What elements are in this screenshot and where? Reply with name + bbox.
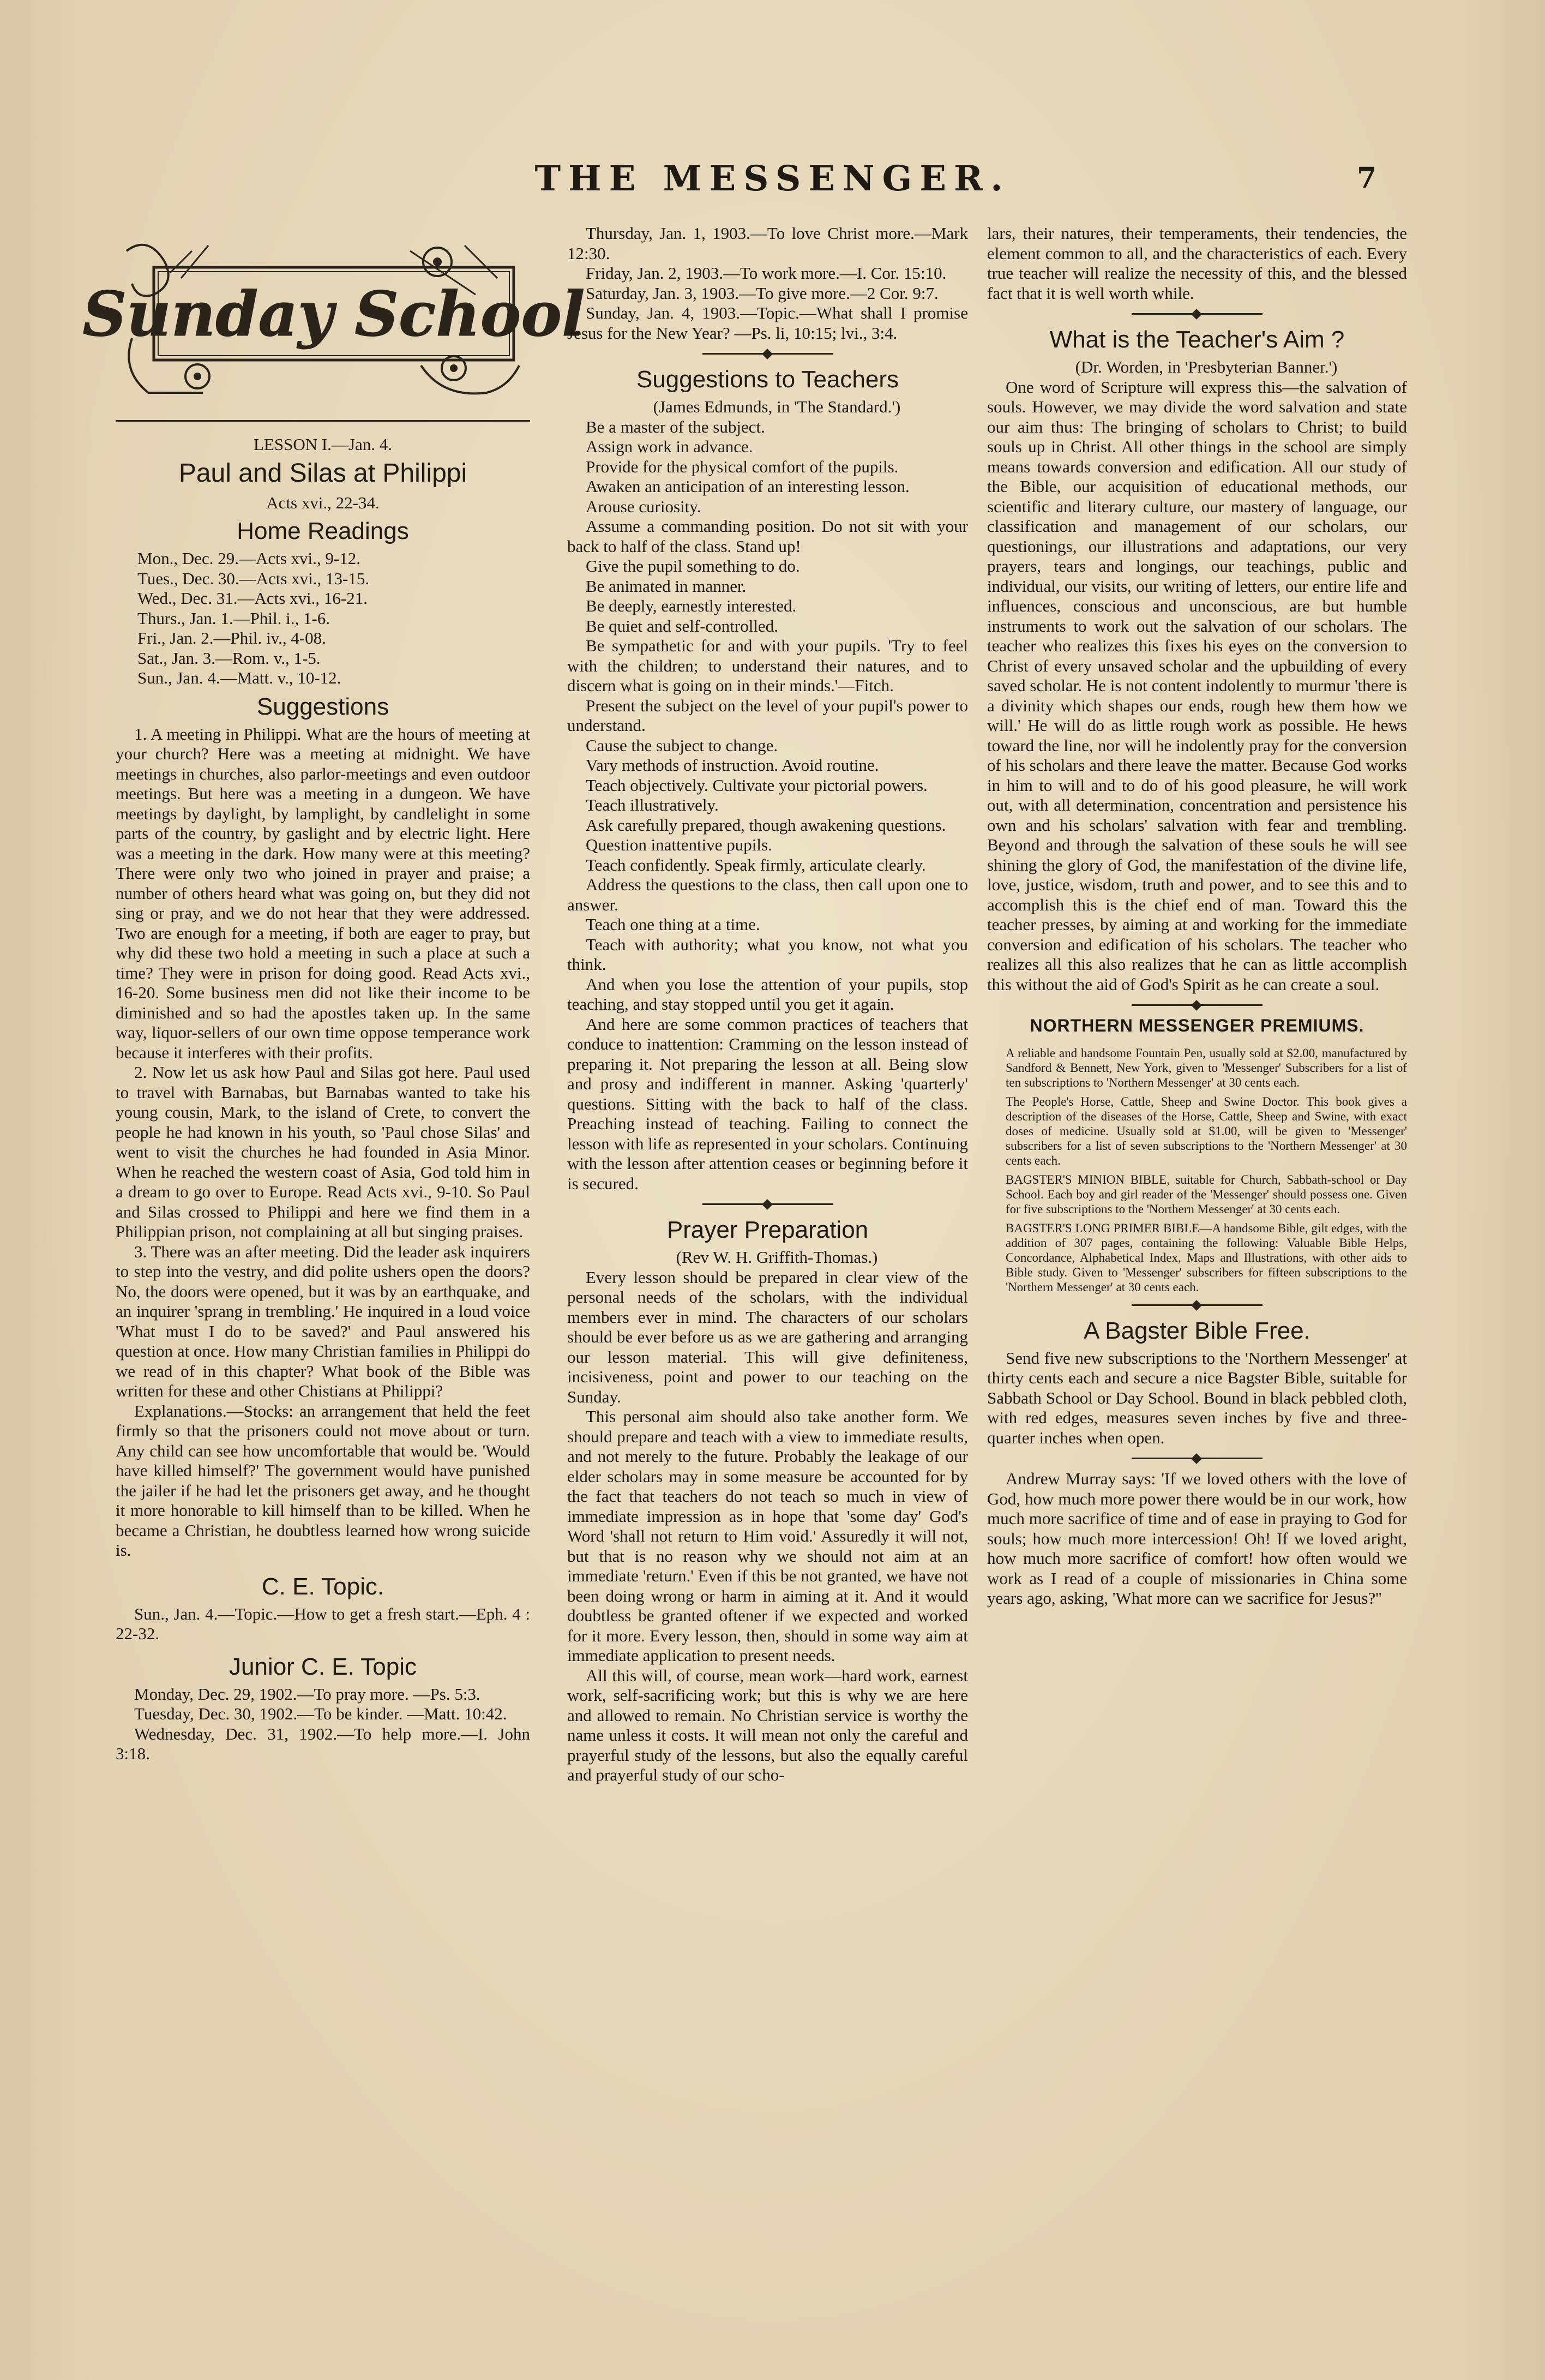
list-item: Arouse curiosity. — [586, 496, 701, 516]
paragraph: 3. There was an after meeting. Did the leader ask inquirers to step into the vestry, and did polite ushers open the doors? No, the doors were opened, but it was by an earthquake, and an inquirer 'sprang in trembling.' He inquired in a loud voice 'What must I do to be saved?' and Paul answered his question at once. How many Christian families in Philippi do we read of in this chapter? What book of the Bible was written for these and other Chistians at Philippi? — [116, 1242, 530, 1400]
byline: (Rev W. H. Griffith-Thomas.) — [676, 1248, 878, 1267]
list-item: Sun., Jan. 4.—Matt. v., 10-12. — [137, 668, 341, 687]
paragraph: Sun., Jan. 4.—Topic.—How to get a fresh start.—Eph. 4 : 22-32. — [116, 1604, 530, 1643]
list-item: Tues., Dec. 30.—Acts xvi., 13-15. — [137, 568, 370, 588]
list-item: Question inattentive pupils. — [586, 835, 772, 854]
lesson-title: Paul and Silas at Philippi — [178, 458, 467, 488]
list-item: Provide for the physical comfort of the pupils. — [586, 457, 899, 476]
home-readings-list — [116, 549, 530, 688]
list-item: Be animated in manner. — [586, 576, 747, 596]
list-item: Saturday, Jan. 3, 1903.—To give more.—2 Cor. 9:7. — [586, 283, 939, 303]
list-item: Present the subject on the level of your pupil's power to understand. — [567, 696, 968, 735]
page-number: 7 — [1357, 161, 1377, 195]
list-item: Teach illustratively. — [586, 795, 719, 814]
list-item: Be quiet and self-controlled. — [586, 616, 778, 636]
list-item: Vary methods of instruction. Avoid routine. — [586, 756, 879, 775]
list-item: Cause the subject to change. — [586, 735, 778, 755]
ornament-divider — [1132, 1004, 1263, 1006]
list-item: A reliable and handsome Fountain Pen, usually sold at $2.00, manufactured by Sandford & Bennett, New York, given to 'Messenger' Subscribers for a list of ten subscriptions to 'Northern Messenger' at 30 cents each. — [1006, 1046, 1407, 1089]
byline: (James Edmunds, in 'The Standard.') — [653, 397, 901, 416]
sunday-school-logo — [82, 229, 585, 409]
paragraph: Send five new subscriptions to the 'Northern Messenger' at thirty cents each and secure a nice Bagster Bible, suitable for Sabbath School or Day School. Bound in black pebbled cloth, with red edges, measures seven inches by five and three-quarter inches when open. — [987, 1348, 1407, 1447]
ornament-divider — [1132, 1304, 1263, 1306]
paragraph: Explanations.—Stocks: an arrangement that held the feet firmly so that the prisoners could not move about or turn. Any child can see how uncomfortable that would be. 'Would have killed himself?' The government would have punished the jailer if he had let the prisoners get away, and he thought it more honorable to kill himself than to be killed. When he became a Christian, he doubtless learned how wrong suicide is. — [116, 1401, 530, 1560]
list-item: Address the questions to the class, then call upon one to answer. — [567, 875, 968, 914]
divider — [116, 420, 530, 422]
teachers-aim-title: What is the Teacher's Aim ? — [1049, 326, 1345, 353]
column-2 — [567, 224, 968, 1785]
ornament-divider — [1132, 1458, 1263, 1459]
list-item: Thurs., Jan. 1.—Phil. i., 1-6. — [137, 608, 330, 628]
column-1 — [116, 420, 530, 1764]
list-item: Sat., Jan. 3.—Rom. v., 1-5. — [137, 648, 321, 668]
list-item: Fri., Jan. 2.—Phil. iv., 4-08. — [137, 628, 326, 648]
list-item: Friday, Jan. 2, 1903.—To work more.—I. Cor. 15:10. — [586, 263, 947, 283]
bagster-title: A Bagster Bible Free. — [1084, 1317, 1310, 1344]
paragraph: Andrew Murray says: 'If we loved others with the love of God, how much more power there would be in our work, how much more sacrifice of time and of ease in praying to God for souls; how much more intercession! Oh! If we loved aright, how much more sacrifice of comfort! how often would we work as I read of a couple of missionaries in China some years ago, asking, 'What more can we sacrifice for Jesus?'' — [987, 1469, 1407, 1608]
list-item: Mon., Dec. 29.—Acts xvi., 9-12. — [137, 549, 360, 568]
ornament-divider — [1132, 313, 1263, 315]
ornament-divider — [702, 1203, 833, 1205]
list-item: Ask carefully prepared, though awakening questions. — [586, 815, 946, 835]
list-item: And here are some common practices of teachers that conduce to inattention: Cramming on the lesson instead of preparing it. Not preparing the lesson at all. Being slow and prosy and indifferent in manner. Asking 'quarterly' questions. Sitting with the back to half of the class. Preaching instead of teaching. Failing to connect the lesson with life as represented in your scholars. Continuing with the lesson after attention ceases or beginning before it is secured. — [567, 1014, 968, 1193]
list-item: Be sympathetic for and with your pupils. 'Try to feel with the children; to understand their natures, and to discern what is going on in their minds.'—Fitch. — [567, 636, 968, 695]
list-item: Wednesday, Dec. 31, 1902.—To help more.—I. John 3:18. — [116, 1724, 530, 1763]
list-item: Awaken an anticipation of an interesting lesson. — [586, 477, 910, 496]
home-readings-title: Home Readings — [237, 518, 409, 544]
list-item: Give the pupil something to do. — [586, 556, 800, 575]
list-item: Assume a commanding position. Do not sit with your back to half of the class. Stand up! — [567, 517, 968, 556]
list-item: The People's Horse, Cattle, Sheep and Swine Doctor. This book gives a description of the diseases of the Horse, Cattle, Sheep and Swine, with exact doses of medicine. Usually sold at $1.00, will be given to 'Messenger' subscribers for a list of seven subscriptions to the 'Northern Messenger' at 30 cents each. — [1006, 1094, 1407, 1167]
paragraph: Every lesson should be prepared in clear view of the personal needs of the scholars, with the individual members ever in mind. The characters of our scholars should be ever before us as we are gathering and arranging our lesson material. This will give definiteness, incisiveness, point and power to our teaching on the Sunday. — [567, 1267, 968, 1406]
suggestions-title: Suggestions — [256, 693, 389, 720]
lesson-number: LESSON I.—Jan. 4. — [253, 435, 393, 454]
ornament-divider — [702, 353, 833, 355]
list-item: BAGSTER'S MINION BIBLE, suitable for Church, Sabbath-school or Day School. Each boy and girl reader of the 'Messenger' should possess one. Given for five subscriptions to the 'Northern Messenger' at 30 cents each. — [1006, 1172, 1407, 1216]
list-item: Wed., Dec. 31.—Acts xvi., 16-21. — [137, 589, 368, 608]
teachers-title: Suggestions to Teachers — [636, 366, 899, 393]
list-item: Thursday, Jan. 1, 1903.—To love Christ more.—Mark 12:30. — [567, 224, 968, 263]
masthead: THE MESSENGER. — [534, 158, 1011, 199]
list-item: Tuesday, Dec. 30, 1902.—To be kinder. —Matt. 10:42. — [134, 1704, 507, 1723]
byline: (Dr. Worden, in 'Presbyterian Banner.') — [1075, 357, 1338, 376]
list-item: Teach with authority; what you know, not what you think. — [567, 934, 968, 974]
premiums-list — [987, 1046, 1407, 1294]
paragraph: 1. A meeting in Philippi. What are the hours of meeting at your church? Here was a meeting at midnight. We have meetings in churches, also parlor-meetings and even outdoor meetings. But here was a meeting in a dungeon. We have meetings by daylight, by lamplight, by candlelight in some parts of the country, by gaslight and by electric light. Here was a meeting in the dark. How many were at this meeting? There were only two who joined in prayer and praise; a number of others heard what was going on, but they did not sing or pray, and we do not hear that they were addressed. Two are enough for a meeting, if both are eager to pray, but why did these two hold a meeting in such a place at such a time? They were in prison for doing good. Read Acts xvi., 16-20. Some business men did not like their income to be diminished and so had the apostles taken up. In the same way, liquor-sellers of our own time oppose temperance work because it interferes with their profits. — [116, 724, 530, 1062]
teachers-list — [567, 417, 968, 1194]
list-item: Monday, Dec. 29, 1902.—To pray more. —Ps. 5:3. — [134, 1684, 480, 1704]
column-3 — [987, 224, 1407, 1609]
prayer-preparation-title: Prayer Preparation — [666, 1216, 869, 1243]
paragraph: lars, their natures, their temperaments, their tendencies, the element common to all, and the characteristics of each. Every true teacher will realize the necessity of this, and the blessed fact that it is well worth while. — [987, 224, 1407, 303]
list-item: Be a master of the subject. — [586, 417, 765, 436]
lesson-reference: Acts xvi., 22-34. — [266, 493, 380, 512]
logo-text: Sunday School — [82, 279, 585, 350]
list-item: Assign work in advance. — [586, 437, 753, 456]
list-item: Teach confidently. Speak firmly, articulate clearly. — [586, 855, 926, 874]
list-item: Teach objectively. Cultivate your pictorial powers. — [586, 775, 928, 795]
list-item: Teach one thing at a time. — [586, 915, 760, 934]
list-item: BAGSTER'S LONG PRIMER BIBLE—A handsome Bible, gilt edges, with the addition of 307 pages, containing the following: Valuable Bible Helps, Concordance, Alphabetical Index, Maps and Illustrations, with other aids to Bible study. Given to 'Messenger' subscribers for fifteen subscriptions to the 'Northern Messenger' at 30 cents each. — [1006, 1221, 1407, 1294]
junior-ce-topic-title: Junior C. E. Topic — [229, 1653, 417, 1680]
list-item: And when you lose the attention of your pupils, stop teaching, and stay stopped until you get it again. — [567, 974, 968, 1014]
premiums-title: NORTHERN MESSENGER PREMIUMS. — [1030, 1016, 1364, 1035]
paragraph: One word of Scripture will express this—the salvation of souls. However, we may divide the word salvation and state our aim thus: The bringing of scholars to Christ; to build souls up in Christ. All other things in the school are simply means towards conversion and edification. All our study of the Bible, our acquisition of educational methods, our scientific and literary culture, our mastery of language, our classification and management of our scholars, our questionings, our illustrations and adaptations, our very prayers, tears and longings, our teachings, public and individual, our visits, our writing of letters, our entire life and influences, conscious and unconscious, are but humble instruments to work out the salvation of our scholars. The teacher who realizes this fixes his eyes on the conversion to Christ of every unsaved scholar and the upbuilding of every saved scholar. He is not content indolently to murmur 'there is a divinity which shapes our ends, rough hew them how we will.' He will do as little rough work as possible. He hews toward the line, nor will he indolently pray for the conversion of his scholars and there leave the matter. Because God works in him to will and to do of his good pleasure, he will work out, with all determination, concentration and persistence his own and his scholars' salvation with fear and trembling. Beyond and through the salvation of these souls he will see shining the glory of God, the manifestation of the divine life, love, justice, wisdom, truth and power, and to see this and to accomplish this is the chief end of man. Toward this the teacher presses, by aiming at and working for the immediate conversion and edification of his scholars. The teacher who realizes all this also realizes that he can as little accomplish this without the aid of God's Spirit as he can create a soul. — [987, 377, 1407, 994]
paragraph: All this will, of course, mean work—hard work, earnest work, self-sacrificing work; but this is why we are here and allowed to remain. No Christian service is worthy the name unless it costs. It will mean not only the careful and prayerful study of the lessons, but also the equally careful and prayerful study of our scho- — [567, 1665, 968, 1784]
ce-topic-title: C. E. Topic. — [261, 1573, 384, 1600]
paragraph: This personal aim should also take another form. We should prepare and teach with a view to immediate results, and not merely to the future. Probably the leakage of our elder scholars may in some measure be accounted for by the fact that teachers do not teach so much in view of immediate impression as in hope that 'some day' God's Word 'shall not return to Him void.' Assuredly it will not, but that is no reason why we should not aim at an immediate 'return.' Even if this be not granted, we have not been doing wrong or harm in aiming at it. And it would doubtless be granted oftener if we expected and worked for it more. Every lesson, then, should in some way aim at immediate application to present needs. — [567, 1407, 968, 1665]
paragraph: 2. Now let us ask how Paul and Silas got here. Paul used to travel with Barnabas, but Barnabas wanted to take his young cousin, Mark, to the island of Crete, to convert the people he had known in his youth, so 'Paul chose Silas' and went to visit the churches he had founded in Asia Minor. When he reached the western coast of Asia, God told him in a dream to go over to Europe. Read Acts xvi., 9-10. So Paul and Silas crossed to Philippi and here we find them in a Philippian prison, not complaining at all but singing praises. — [116, 1063, 530, 1241]
list-item: Sunday, Jan. 4, 1903.—Topic.—What shall I promise Jesus for the New Year? —Ps. li, 10:15; lvi., 3:4. — [567, 303, 968, 343]
list-item: Be deeply, earnestly interested. — [586, 596, 797, 615]
